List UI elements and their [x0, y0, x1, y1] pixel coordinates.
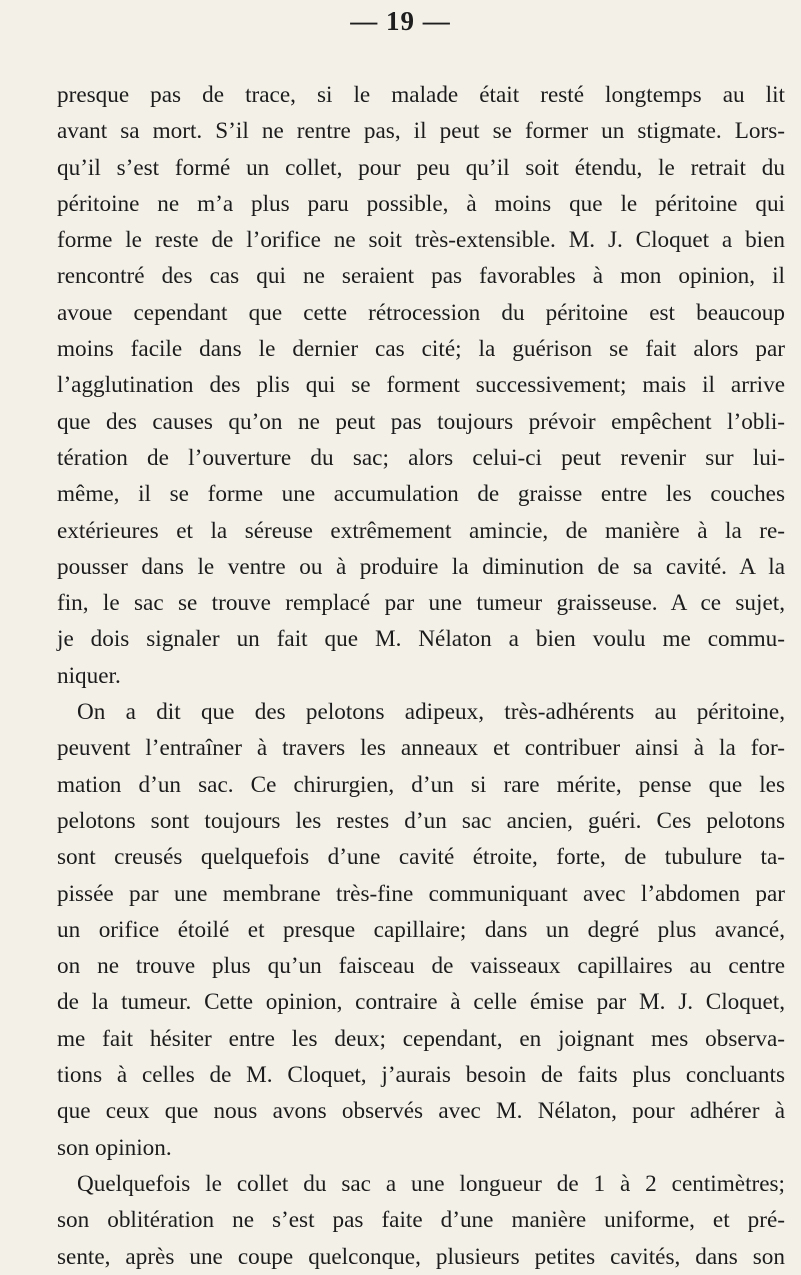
body-text [57, 77, 785, 1275]
text-line: je dois signaler un fait que M. Nélaton a bien voulu me commu- [57, 626, 785, 653]
text-line: que des causes qu’on ne peut pas toujours prévoir empêchent l’obli- [57, 408, 785, 435]
text-line: péritoine ne m’a plus paru possible, à moins que le péritoine qui [57, 190, 785, 217]
text-line: moins facile dans le dernier cas cité; la guérison se fait alors par [57, 336, 785, 363]
text-line: me fait hésiter entre les deux; cependant, en joignant mes observa- [57, 1025, 785, 1052]
text-line: sont creusés quelquefois d’une cavité étroite, forte, de tubulure ta- [57, 844, 785, 871]
text-line: avoue cependant que cette rétrocession du péritoine est beaucoup [57, 299, 785, 326]
text-line: même, il se forme une accumulation de graisse entre les couches [57, 481, 785, 508]
text-line: on ne trouve plus qu’un faisceau de vaisseaux capillaires au centre [57, 953, 785, 980]
text-line: Quelquefois le collet du sac a une longueur de 1 à 2 centimètres; [77, 1170, 785, 1197]
text-line: que ceux que nous avons observés avec M. Nélaton, pour adhérer à [57, 1098, 785, 1125]
text-line: de la tumeur. Cette opinion, contraire à celle émise par M. J. Cloquet, [57, 989, 785, 1016]
text-line: l’agglutination des plis qui se forment successivement; mais il arrive [57, 372, 785, 399]
text-line: extérieures et la séreuse extrêmement amincie, de manière à la re- [57, 517, 785, 544]
text-line: tération de l’ouverture du sac; alors celui-ci peut revenir sur lui- [57, 444, 785, 471]
text-line: tions à celles de M. Cloquet, j’aurais besoin de faits plus concluants [57, 1062, 785, 1089]
text-line: mation d’un sac. Ce chirurgien, d’un si rare mérite, pense que les [57, 771, 785, 798]
text-line: presque pas de trace, si le malade était resté longtemps au lit [57, 82, 785, 108]
text-line: rencontré des cas qui ne seraient pas favorables à mon opinion, il [57, 263, 785, 290]
text-line: un orifice étoilé et presque capillaire; dans un degré plus avancé, [57, 916, 785, 943]
text-line: pelotons sont toujours les restes d’un sac ancien, guéri. Ces pelotons [57, 807, 785, 834]
text-line: forme le reste de l’orifice ne soit très-extensible. M. J. Cloquet a bien [57, 227, 785, 254]
text-line: pissée par une membrane très-fine communiquant avec l’abdomen par [57, 880, 785, 907]
text-line: son oblitération ne s’est pas faite d’une manière uniforme, et pré- [57, 1207, 785, 1234]
page-number-header: — 19 — [350, 6, 451, 36]
text-line: sente, après une coupe quelconque, plusieurs petites cavités, dans son [57, 1243, 785, 1270]
text-line: qu’il s’est formé un collet, pour peu qu’il soit étendu, le retrait du [57, 154, 785, 181]
text-line: niquer. [57, 662, 121, 689]
text-line: On a dit que des pelotons adipeux, très-adhérents au péritoine, [77, 699, 785, 726]
text-line: avant sa mort. S’il ne rentre pas, il peut se former un stigmate. Lors- [57, 118, 785, 145]
text-line: pousser dans le ventre ou à produire la diminution de sa cavité. A la [57, 553, 785, 580]
text-line: peuvent l’entraîner à travers les anneaux et contribuer ainsi à la for- [57, 735, 785, 762]
text-line: son opinion. [57, 1134, 172, 1161]
text-line: fin, le sac se trouve remplacé par une tumeur graisseuse. A ce sujet, [57, 590, 785, 617]
